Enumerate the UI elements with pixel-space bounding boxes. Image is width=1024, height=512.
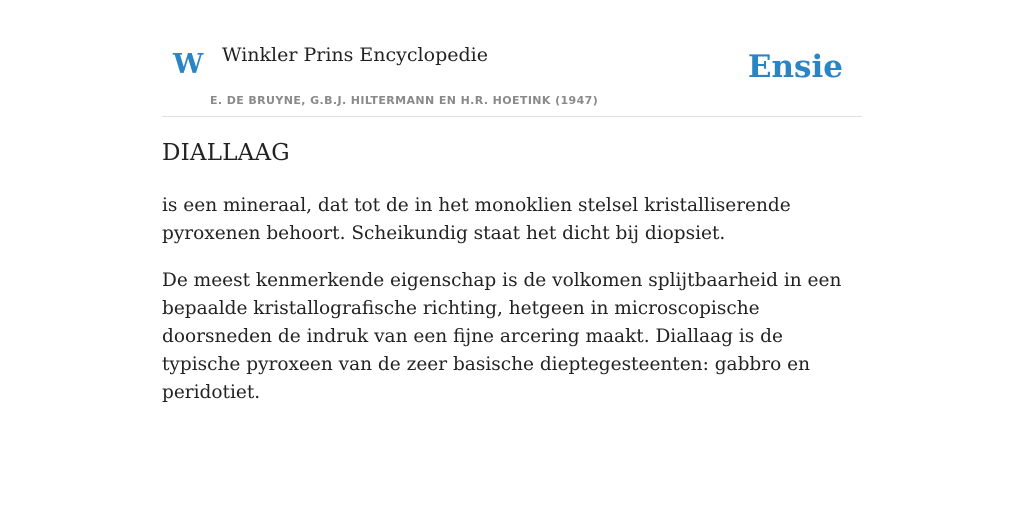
source-header	[162, 0, 862, 117]
source-title[interactable]: Winkler Prins Encyclopedie	[222, 44, 488, 66]
article-paragraph: De meest kenmerkende eigenschap is de volkomen splijtbaarheid in een bepaalde kristallografische richting, hetgeen in microscopische doorsneden de indruk van een fijne arcering maakt. Diallaag is de typische pyroxeen van de zeer basische dieptegesteenten: gabbro en peridotiet.	[162, 270, 842, 403]
article-body	[162, 192, 862, 426]
article-title: DIALLAAG	[162, 140, 290, 166]
source-logo[interactable]: W	[173, 49, 204, 80]
brand-logo-link[interactable]: Ensie	[747, 49, 843, 85]
article-paragraph: is een mineraal, dat tot de in het monoklien stelsel kristalliserende pyroxenen behoort. Scheikundig staat het dicht bij diopsiet.	[162, 195, 791, 244]
source-authors: E. DE BRUYNE, G.B.J. HILTERMANN EN H.R. HOETINK (1947)	[210, 94, 599, 107]
page	[162, 0, 862, 403]
